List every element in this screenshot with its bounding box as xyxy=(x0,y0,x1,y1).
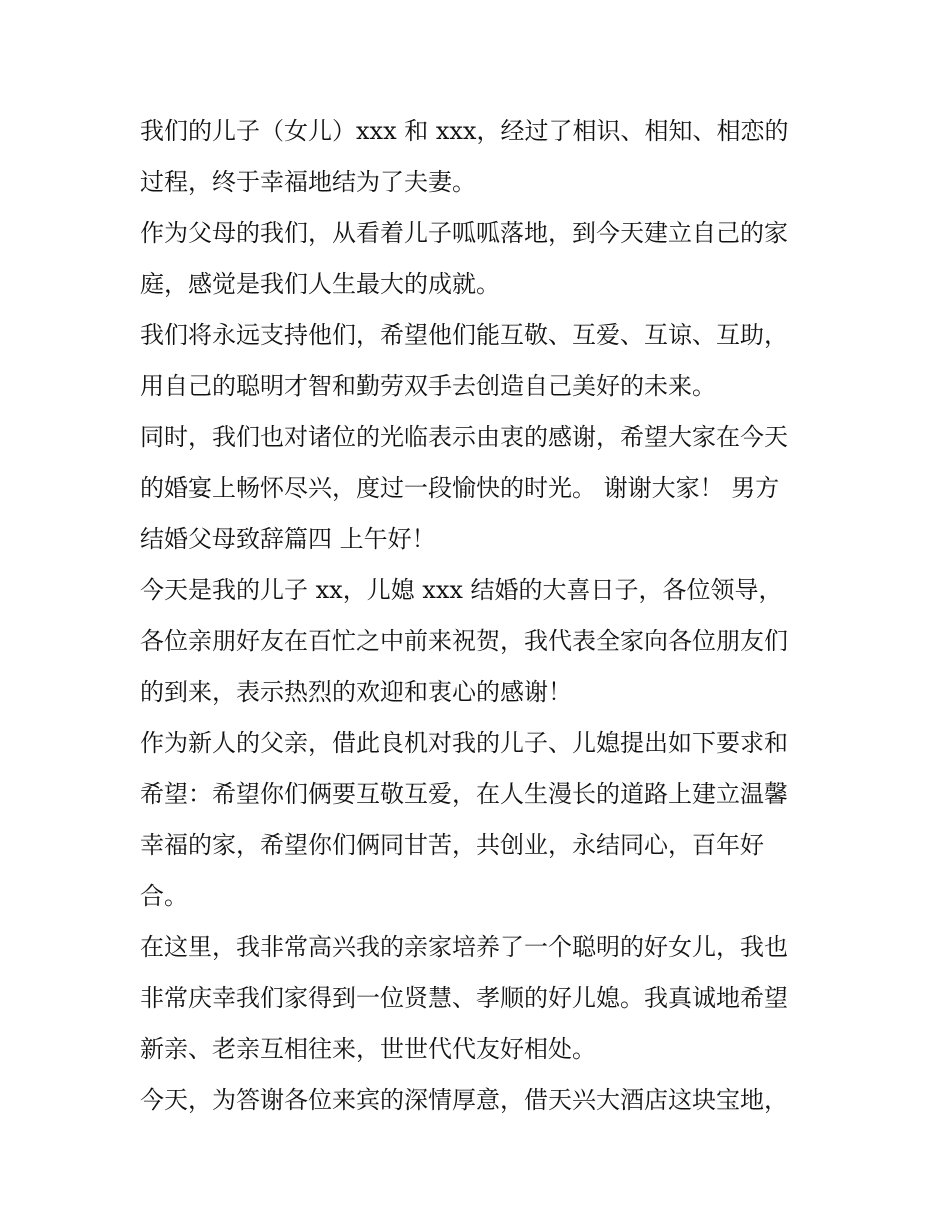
text-line: 作为新人的父亲，借此良机对我的儿子、儿媳提出如下要求和 xyxy=(140,729,788,757)
text-line: 我们将永远支持他们，希望他们能互敬、互爱、互谅、互助， xyxy=(140,321,788,349)
text-line: 庭，感觉是我们人生最大的成就。 xyxy=(140,270,500,298)
text-line: 我们的儿子（女儿）xxx 和 xxx，经过了相识、相知、相恋的 xyxy=(140,117,789,145)
text-line: 非常庆幸我们家得到一位贤慧、孝顺的好儿媳。我真诚地希望 xyxy=(140,984,788,1012)
text-line: 的婚宴上畅怀尽兴，度过一段愉快的时光。 谢谢大家！ 男方 xyxy=(140,474,780,502)
text-line: 新亲、老亲互相往来，世世代代友好相处。 xyxy=(140,1035,596,1063)
text-line: 希望：希望你们俩要互敬互爱，在人生漫长的道路上建立温馨 xyxy=(140,780,788,808)
text-line: 幸福的家，希望你们俩同甘苦，共创业，永结同心，百年好 xyxy=(140,831,764,859)
text-line: 结婚父母致辞篇四 上午好！ xyxy=(140,525,436,553)
text-line: 今天是我的儿子 xx，儿媳 xxx 结婚的大喜日子，各位领导， xyxy=(140,576,783,604)
text-line: 各位亲朋好友在百忙之中前来祝贺，我代表全家向各位朋友们 xyxy=(140,627,788,655)
text-line: 今天，为答谢各位来宾的深情厚意，借天兴大酒店这块宝地， xyxy=(140,1086,788,1114)
text-line: 在这里，我非常高兴我的亲家培养了一个聪明的好女儿，我也 xyxy=(140,933,788,961)
text-line: 过程，终于幸福地结为了夫妻。 xyxy=(140,168,476,196)
document-body xyxy=(140,106,820,1126)
text-line: 用自己的聪明才智和勤劳双手去创造自己美好的未来。 xyxy=(140,372,716,400)
text-line: 的到来，表示热烈的欢迎和衷心的感谢！ xyxy=(140,678,572,706)
text-line: 作为父母的我们，从看着儿子呱呱落地，到今天建立自己的家 xyxy=(140,219,788,247)
text-line: 合。 xyxy=(140,882,188,910)
text-line: 同时，我们也对诸位的光临表示由衷的感谢，希望大家在今天 xyxy=(140,423,788,451)
